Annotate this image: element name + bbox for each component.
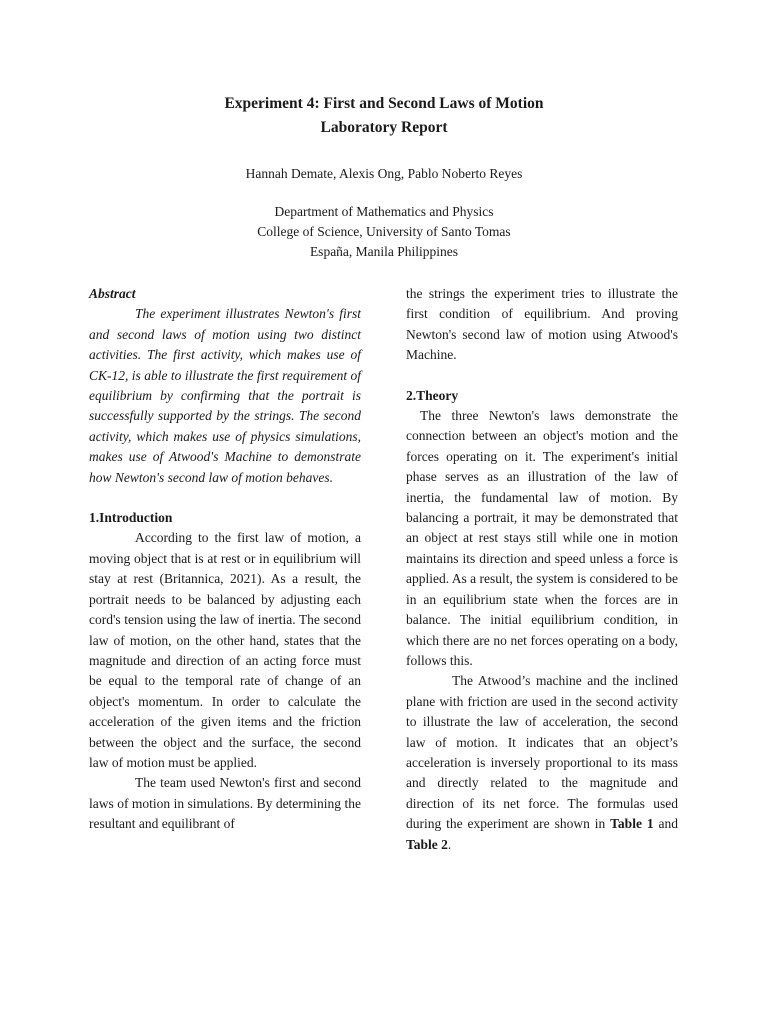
affiliation-line-3: España, Manila Philippines [309,244,459,259]
introduction-paragraph-2-continued: the strings the experiment tries to illustrate the first condition of equilibrium. And proving Newton's second law of motion using Atwood's Machine. [406,286,678,363]
closing-period: . [447,836,452,852]
table-2-reference: Table 2 [406,836,448,852]
abstract-heading: Abstract [89,286,136,301]
title-line-2: Laboratory Report [320,119,448,136]
abstract-text: The experiment illustrates Newton's first and second laws of motion using two distinct activities. The first activity, which makes use of CK-12, is able to illustrate the first requirement of equilibrium by confirming that the portrait is successfully supported by the strings. The second activity, which makes use of physics simulations, makes use of Atwood's Machine to demonstrate how Newton's second law of motion behaves. [89,306,361,485]
title-line-1: Experiment 4: First and Second Laws of Motion [224,95,544,112]
theory-heading: 2.Theory [406,387,459,403]
affiliation [0,202,768,262]
introduction-heading: 1.Introduction [89,510,173,526]
affiliation-line-1: Department of Mathematics and Physics [274,204,494,219]
and-word: and [658,816,679,832]
theory-paragraph-1: The three Newton's laws demonstrate the connection between an object's motion and the forces operating on it. The experiment's initial phase serves as an illustration of the law of inertia, the fundamental law of motion. By balancing a portrait, it may be demonstrated that an object at rest stays still while one in motion maintains its direction and speed unless a force is applied. As a result, the system is considered to be in an equilibrium state when the forces are in balance. The initial equilibrium condition, in which there are no net forces operating on a body, follows this. [406,408,678,668]
introduction-paragraph-1: According to the first law of motion, a moving object that is at rest or in equilibrium will stay at rest (Britannica, 2021). As a result, the portrait needs to be balanced by adjusting each cord's tension using the law of inertia. The second law of motion, on the other hand, states that the magnitude and direction of an acting force must be equal to the temporal rate of change of an object's momentum. In order to calculate the acceleration of the given items and the friction between the object and the surface, the second law of motion must be applied. [89,530,361,770]
table-1-reference: Table 1 [610,816,654,832]
left-column [89,284,361,835]
right-column [406,284,678,855]
introduction-paragraph-2: The team used Newton's first and second laws of motion in simulations. By determining the resultant and equilibrant of [89,775,361,832]
theory-paragraph-2-text: The Atwood’s machine and the inclined plane with friction are used in the second activity to illustrate the law of acceleration, the second law of motion. It indicates that an object’s acceleration is inversely proportional to its mass and directly related to the magnitude and direction of its net force. The formulas used during the experiment are shown in [406,673,678,832]
author-list: Hannah Demate, Alexis Ong, Pablo Noberto Reyes [245,166,523,181]
affiliation-line-2: College of Science, University of Santo Tomas [257,224,511,239]
paper-title [0,92,768,140]
theory-paragraph-2 [406,671,678,855]
